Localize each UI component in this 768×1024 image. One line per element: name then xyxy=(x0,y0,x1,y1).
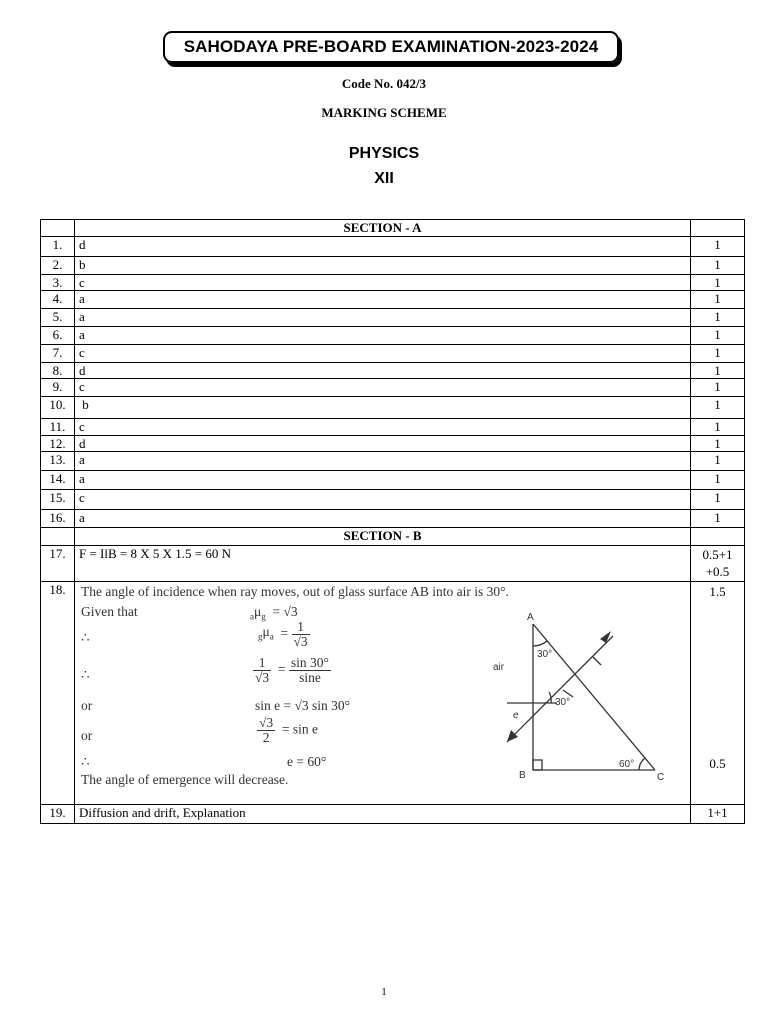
q18-eq3: $\frac{1}{√3}$ = $\frac{\sin 30^\circ}{\sin e}$ xyxy=(255,655,329,685)
marks-part: +0.5 xyxy=(705,564,730,579)
table-row xyxy=(41,379,745,397)
or-label: or xyxy=(81,728,93,743)
answer-cell: F = IlB = 8 X 5 X 1.5 = 60 N xyxy=(75,546,691,582)
answer-cell: c xyxy=(75,275,691,291)
angle-arc-a xyxy=(533,641,547,646)
table-row xyxy=(41,546,745,582)
marks-cell: 1 xyxy=(691,419,745,436)
label-angle-top: 30° xyxy=(537,649,553,660)
right-angle-mark xyxy=(533,760,542,770)
answer-cell: a xyxy=(75,309,691,327)
empty-cell xyxy=(41,528,75,546)
table-row xyxy=(41,327,745,345)
q18-given: Given that xyxy=(81,604,138,619)
q18-eq2: $_g\mu_a$ = $\frac{1}{√3}$ xyxy=(258,619,308,649)
table-row xyxy=(41,582,745,805)
table-row xyxy=(41,257,745,275)
answer-cell: d xyxy=(75,436,691,452)
therefore-symbol: ∴ xyxy=(81,754,90,769)
question-number: 10. xyxy=(41,397,75,419)
label-e: e xyxy=(513,710,519,721)
question-number: 12. xyxy=(41,436,75,452)
q18-conclusion: The angle of emergence will decrease. xyxy=(81,772,289,787)
answer-cell: c xyxy=(75,379,691,397)
normal-line xyxy=(563,690,573,697)
marks-part: 0.5+1 xyxy=(702,547,733,562)
table-row xyxy=(41,363,745,379)
section-b-header-row xyxy=(41,528,745,546)
question-number: 7. xyxy=(41,345,75,363)
light-ray xyxy=(507,636,613,742)
marks-stack xyxy=(691,582,744,804)
answer-cell: Diffusion and drift, Explanation xyxy=(75,805,691,824)
q18-eq4: sin e = √3 sin 30° xyxy=(255,698,351,713)
class-heading: XII xyxy=(374,170,394,187)
section-b-title: SECTION - B xyxy=(75,528,691,546)
answer-cell: d xyxy=(75,363,691,379)
marks-cell: 1 xyxy=(691,275,745,291)
section-a-title: SECTION - A xyxy=(75,220,691,237)
marks-cell: 1 xyxy=(691,327,745,345)
question-number: 6. xyxy=(41,327,75,345)
marks-cell: 1 xyxy=(691,363,745,379)
marks-cell: 1 xyxy=(691,345,745,363)
q18-intro: The angle of incidence when ray moves, out of glass surface AB into air is 30°. xyxy=(81,584,509,599)
table-row xyxy=(41,452,745,471)
label-air: air xyxy=(493,662,505,673)
marks-cell: 1 xyxy=(691,291,745,309)
q18-eq5: $\frac{√3}{2}$ = sin e xyxy=(259,715,319,745)
question-number: 19. xyxy=(41,805,75,824)
label-angle-c: 60° xyxy=(619,759,635,770)
label-c: C xyxy=(657,772,665,783)
marks-part: 1.5 xyxy=(709,584,726,599)
code-number: Code No. 042/3 xyxy=(341,76,427,91)
table-row xyxy=(41,237,745,257)
q18-eq6: e = 60° xyxy=(287,754,327,769)
arrow-head-in xyxy=(600,631,611,643)
question-number: 3. xyxy=(41,275,75,291)
marks-part: 0.5 xyxy=(709,756,726,771)
answer-cell: c xyxy=(75,345,691,363)
or-label: or xyxy=(81,698,93,713)
marking-table xyxy=(40,219,745,824)
table-row xyxy=(41,345,745,363)
marks-cell xyxy=(691,582,745,805)
question-number: 15. xyxy=(41,490,75,510)
marks-cell xyxy=(691,546,745,582)
answer-cell: c xyxy=(75,419,691,436)
angle-arc-mid xyxy=(549,692,551,703)
answer-cell: d xyxy=(75,237,691,257)
q18-eq1: $_a\mu_g = √3$ xyxy=(250,604,298,622)
table-row xyxy=(41,510,745,528)
table-row xyxy=(41,471,745,490)
marks-cell: 1 xyxy=(691,436,745,452)
answer-cell: b xyxy=(75,257,691,275)
question-number: 5. xyxy=(41,309,75,327)
label-a: A xyxy=(527,612,534,623)
answer-cell: a xyxy=(75,327,691,345)
empty-cell xyxy=(691,528,745,546)
table-row xyxy=(41,419,745,436)
table-row xyxy=(41,309,745,327)
marks-cell: 1 xyxy=(691,510,745,528)
question-number: 9. xyxy=(41,379,75,397)
marks-cell: 1+1 xyxy=(691,805,745,824)
question-number: 8. xyxy=(41,363,75,379)
prism-diagram xyxy=(493,600,689,784)
q18-answer xyxy=(75,582,690,804)
question-number: 2. xyxy=(41,257,75,275)
question-number: 11. xyxy=(41,419,75,436)
page-number: 1 xyxy=(381,986,387,998)
table-row xyxy=(41,805,745,824)
exam-title-banner: SAHODAYA PRE-BOARD EXAMINATION-2023-2024 xyxy=(163,31,619,63)
marks-cell: 1 xyxy=(691,379,745,397)
normal-mark xyxy=(593,657,601,665)
therefore-symbol: ∴ xyxy=(81,667,90,682)
table-row xyxy=(41,291,745,309)
answer-cell xyxy=(75,582,691,805)
table-row xyxy=(41,397,745,419)
question-number: 1. xyxy=(41,237,75,257)
answer-cell: a xyxy=(75,291,691,309)
answer-cell: a xyxy=(75,452,691,471)
answer-cell: c xyxy=(75,490,691,510)
answer-cell: a xyxy=(75,510,691,528)
therefore-symbol: ∴ xyxy=(81,630,90,645)
marks-cell: 1 xyxy=(691,309,745,327)
marks-cell: 1 xyxy=(691,471,745,490)
question-number: 18. xyxy=(41,582,75,805)
marks-cell: 1 xyxy=(691,397,745,419)
table-row xyxy=(41,490,745,510)
question-number: 14. xyxy=(41,471,75,490)
label-angle-mid: 30° xyxy=(555,697,571,708)
marking-scheme-heading: MARKING SCHEME xyxy=(321,105,447,120)
marks-cell: 1 xyxy=(691,237,745,257)
marks-cell: 1 xyxy=(691,490,745,510)
label-b: B xyxy=(519,770,526,781)
question-number: 13. xyxy=(41,452,75,471)
subject-heading: PHYSICS xyxy=(348,145,420,162)
question-number: 16. xyxy=(41,510,75,528)
angle-arc-c xyxy=(639,758,645,770)
marks-cell: 1 xyxy=(691,257,745,275)
table-row xyxy=(41,275,745,291)
section-a-header-row xyxy=(41,220,745,237)
marks-cell: 1 xyxy=(691,452,745,471)
answer-cell: b xyxy=(75,397,691,419)
table-row xyxy=(41,436,745,452)
question-number: 17. xyxy=(41,546,75,582)
answer-cell: a xyxy=(75,471,691,490)
question-number: 4. xyxy=(41,291,75,309)
